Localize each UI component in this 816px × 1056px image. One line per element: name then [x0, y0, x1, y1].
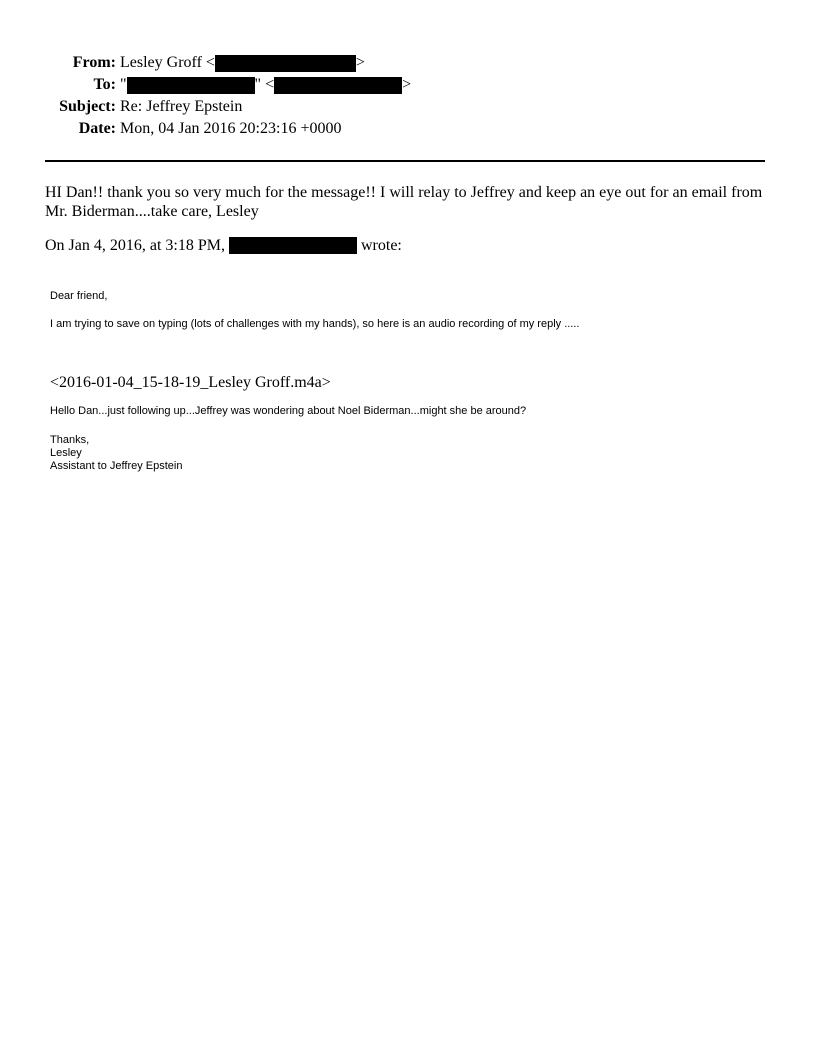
reply-text: HI Dan!! thank you so very much for the message!! I will relay to Jeffrey and keep an eye out for an email from Mr. Biderman....take care, Lesley: [45, 184, 763, 220]
subject-value: Re: Jeffrey Epstein: [120, 98, 243, 115]
to-value: [120, 74, 411, 96]
to-label: To:: [93, 76, 116, 93]
from-name: Lesley Groff <: [120, 54, 215, 71]
redaction-box: [127, 77, 255, 94]
from-close: >: [355, 54, 365, 71]
to-mid: " <: [254, 76, 275, 93]
quote-intro-prefix: On Jan 4, 2016, at 3:18 PM,: [45, 237, 225, 254]
to-close: >: [402, 76, 412, 93]
email-header: [0, 52, 816, 140]
redaction-box: [274, 77, 402, 94]
quoted-greeting: Dear friend,: [50, 290, 108, 302]
quote-intro: [45, 236, 775, 255]
attachment-name: <2016-01-04_15-18-19_Lesley Groff.m4a>: [50, 374, 331, 391]
quote-intro-suffix: wrote:: [361, 237, 402, 254]
signature-line: Thanks,: [50, 434, 90, 446]
to-row: [0, 74, 816, 96]
header-divider: [45, 160, 765, 162]
subject-label: Subject:: [59, 98, 116, 115]
redaction-box: [215, 55, 356, 72]
to-open-quote: ": [120, 76, 127, 93]
signature-line: Assistant to Jeffrey Epstein: [50, 460, 183, 472]
from-value: [120, 52, 365, 74]
redaction-box: [229, 237, 357, 254]
from-label: From:: [72, 54, 116, 71]
date-row: [0, 118, 816, 140]
signature: [50, 434, 770, 473]
date-label: Date:: [78, 120, 116, 137]
subject-row: [0, 96, 816, 118]
from-row: [0, 52, 816, 74]
signature-line: Lesley: [50, 447, 82, 459]
date-value: Mon, 04 Jan 2016 20:23:16 +0000: [120, 120, 342, 137]
quoted-message: I am trying to save on typing (lots of challenges with my hands), so here is an audio recording of my reply .....: [50, 318, 580, 330]
followup-message: Hello Dan...just following up...Jeffrey was wondering about Noel Biderman...might she be around?: [50, 405, 527, 417]
